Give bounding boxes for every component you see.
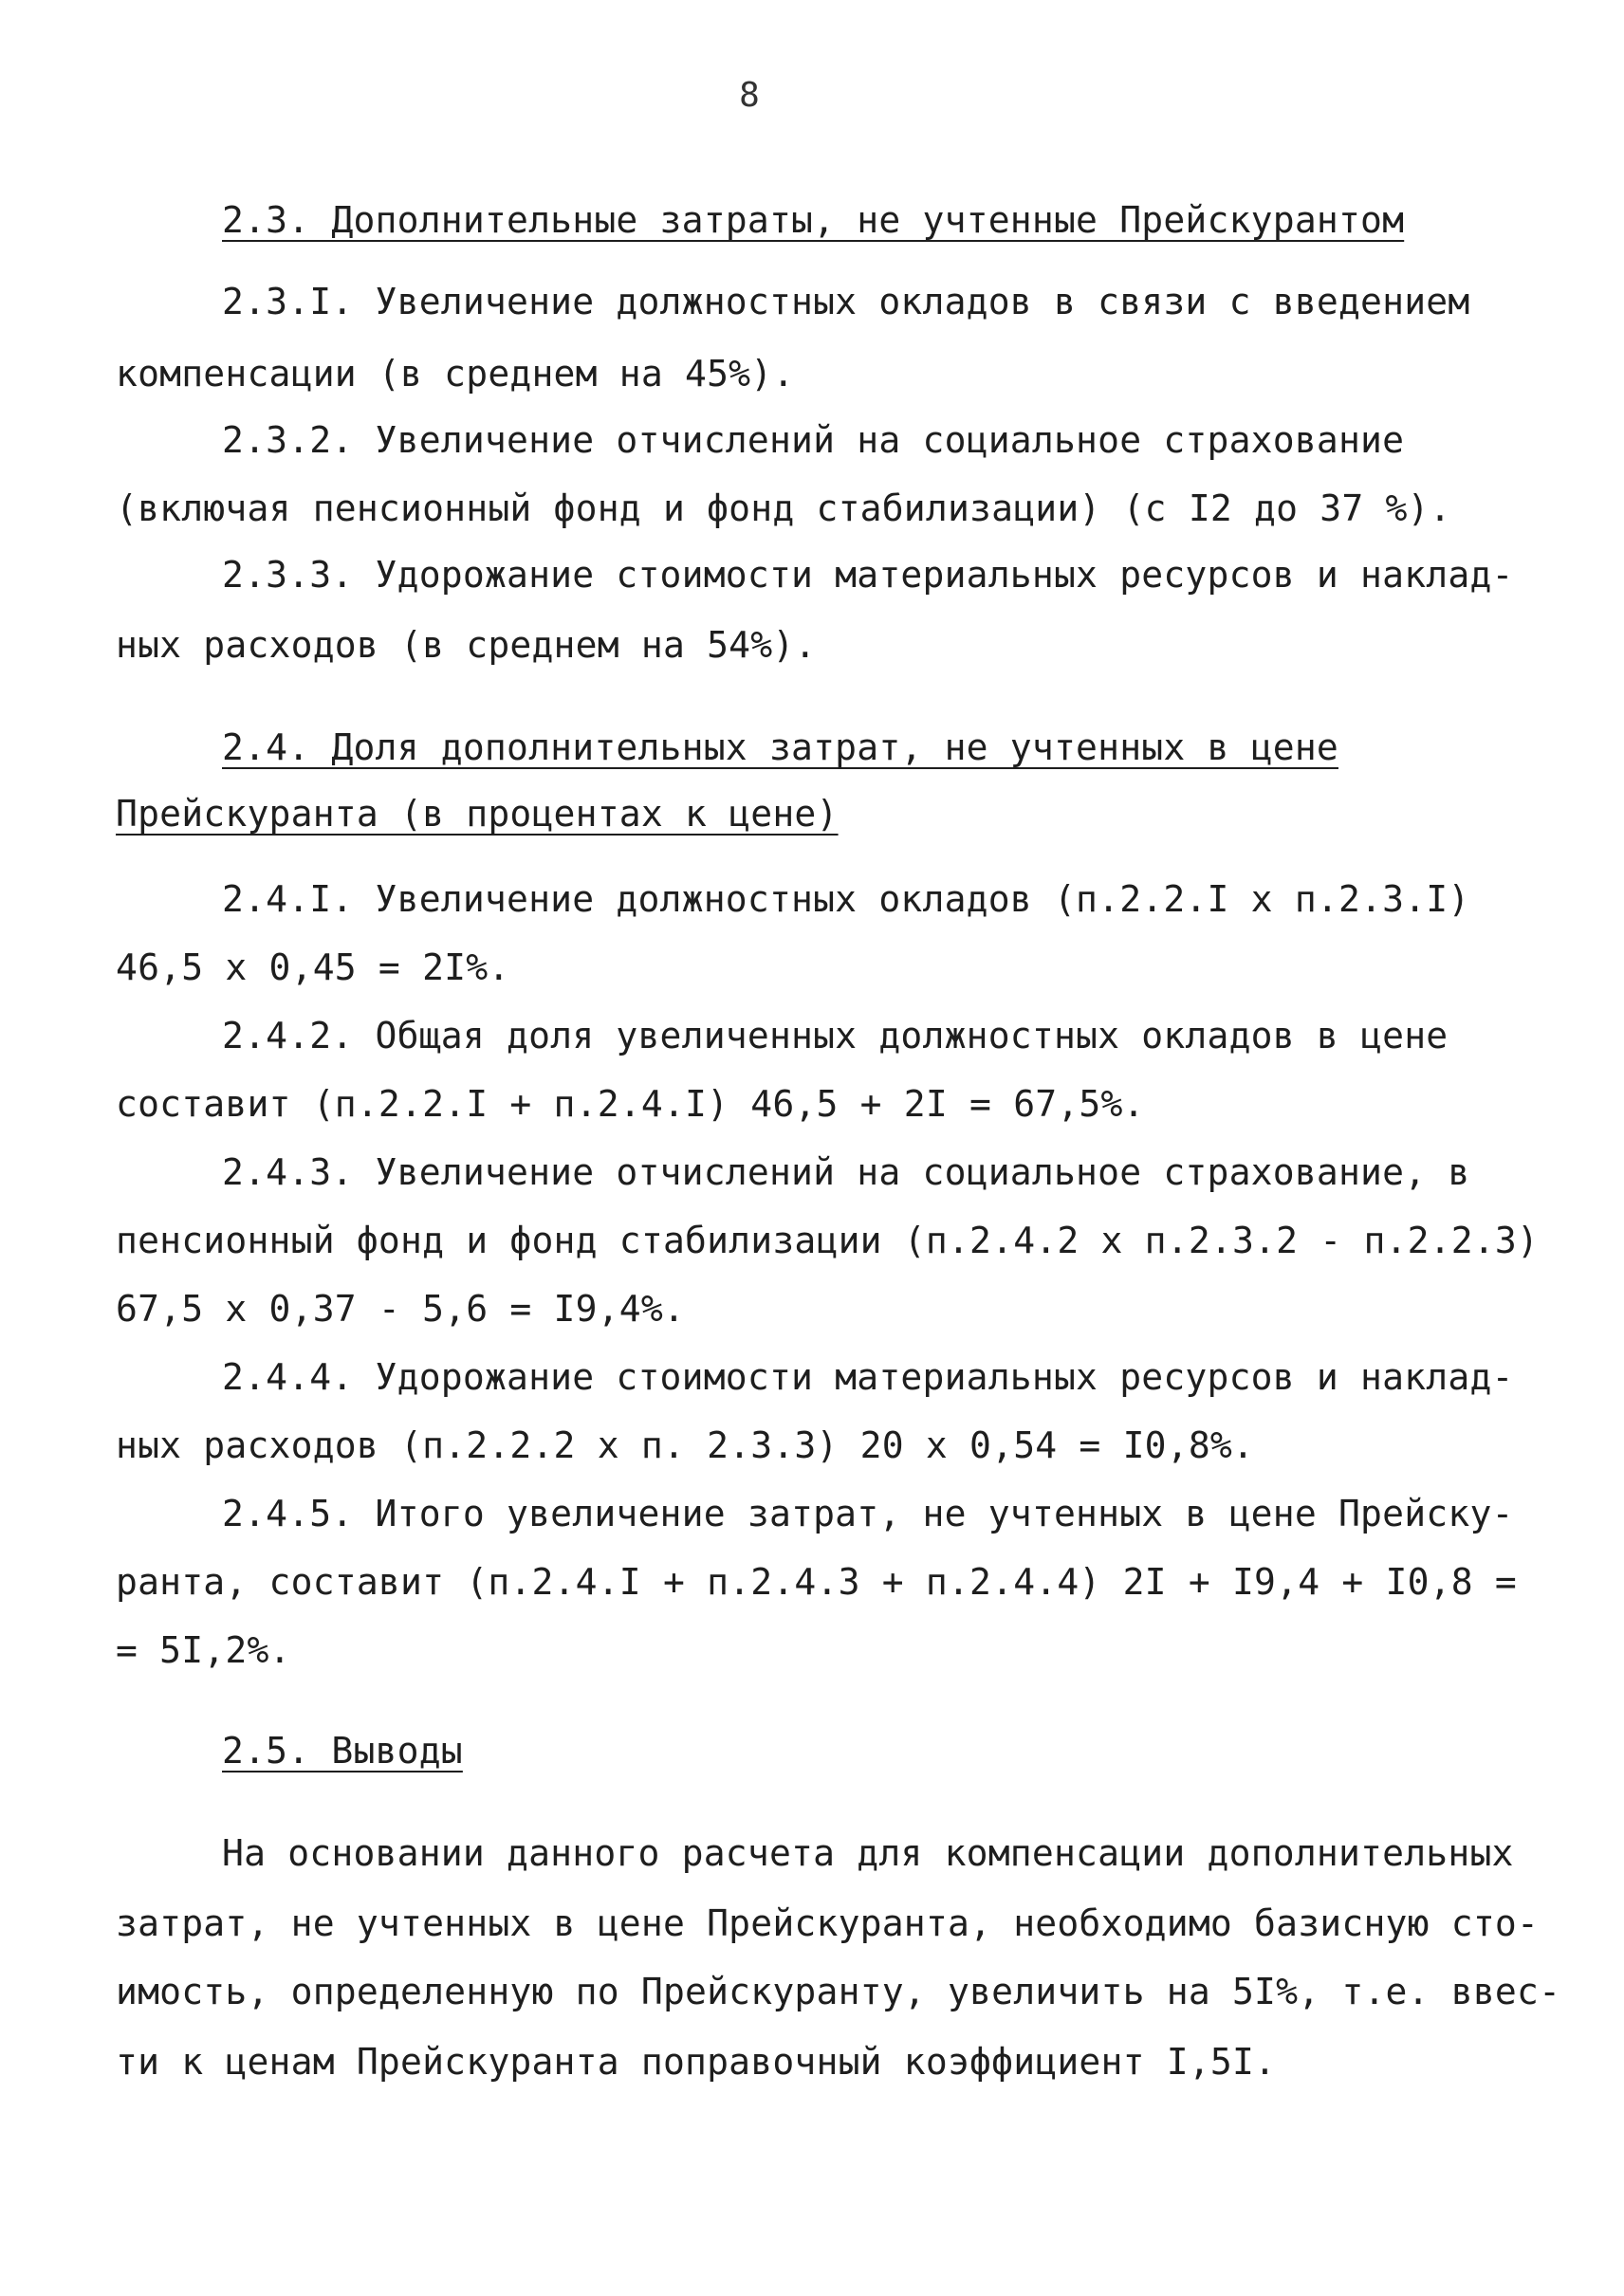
page-number: 8 — [739, 76, 760, 115]
item-2-4-5-line-2: ранта, составит (п.2.4.I + п.2.4.3 + п.2.4.4) 2I + I9,4 + I0,8 = — [116, 1561, 1517, 1603]
item-2-3-2-line-2: (включая пенсионный фонд и фонд стабилизации) (с I2 до 37 %). — [116, 487, 1451, 529]
item-2-4-1-line-1: 2.4.I. Увеличение должностных окладов (п.2.2.I x п.2.3.I) — [222, 878, 1470, 920]
item-2-4-5-line-1: 2.4.5. Итого увеличение затрат, не учтенных в цене Прейску- — [222, 1493, 1514, 1534]
conclusion-line-2: затрат, не учтенных в цене Прейскуранта, необходимо базисную сто- — [116, 1902, 1540, 1944]
item-2-4-2-line-2: составит (п.2.2.I + п.2.4.I) 46,5 + 2I = 67,5%. — [116, 1083, 1145, 1125]
item-2-3-3-line-1: 2.3.3. Удорожание стоимости материальных ресурсов и наклад- — [222, 554, 1514, 596]
item-2-3-2-line-1: 2.3.2. Увеличение отчислений на социальное страхование — [222, 419, 1405, 461]
item-2-4-2-line-1: 2.4.2. Общая доля увеличенных должностных окладов в цене — [222, 1015, 1449, 1056]
conclusion-line-3: имость, определенную по Прейскуранту, увеличить на 5I%, т.е. ввес- — [116, 1971, 1561, 2012]
item-2-4-3-line-2: пенсионный фонд и фонд стабилизации (п.2.4.2 x п.2.3.2 - п.2.2.3) — [116, 1220, 1540, 1261]
item-2-4-1-line-2: 46,5 x 0,45 = 2I%. — [116, 946, 510, 988]
item-2-4-5-line-3: = 5I,2%. — [116, 1629, 291, 1671]
item-2-3-1-line-1: 2.3.I. Увеличение должностных окладов в связи с введением — [222, 281, 1470, 322]
section-2-3-heading: 2.3. Дополнительные затраты, не учтенные Прейскурантом — [222, 199, 1405, 241]
item-2-3-1-line-2: компенсации (в среднем на 45%). — [116, 353, 795, 395]
conclusion-line-4: ти к ценам Прейскуранта поправочный коэффициент I,5I. — [116, 2041, 1277, 2083]
item-2-4-3-line-1: 2.4.3. Увеличение отчислений на социальное страхование, в — [222, 1151, 1470, 1193]
item-2-4-4-line-1: 2.4.4. Удорожание стоимости материальных ресурсов и наклад- — [222, 1356, 1514, 1398]
section-2-5-heading: 2.5. Выводы — [222, 1730, 463, 1772]
section-2-4-heading-line-2: Прейскуранта (в процентах к цене) — [116, 793, 839, 835]
conclusion-line-1: На основании данного расчета для компенсации дополнительных — [222, 1832, 1514, 1874]
item-2-4-4-line-2: ных расходов (п.2.2.2 x п. 2.3.3) 20 x 0,54 = I0,8%. — [116, 1424, 1255, 1466]
item-2-4-3-line-3: 67,5 x 0,37 - 5,6 = I9,4%. — [116, 1288, 686, 1330]
section-2-4-heading-line-1: 2.4. Доля дополнительных затрат, не учтенных в цене — [222, 726, 1338, 768]
item-2-3-3-line-2: ных расходов (в среднем на 54%). — [116, 624, 817, 666]
